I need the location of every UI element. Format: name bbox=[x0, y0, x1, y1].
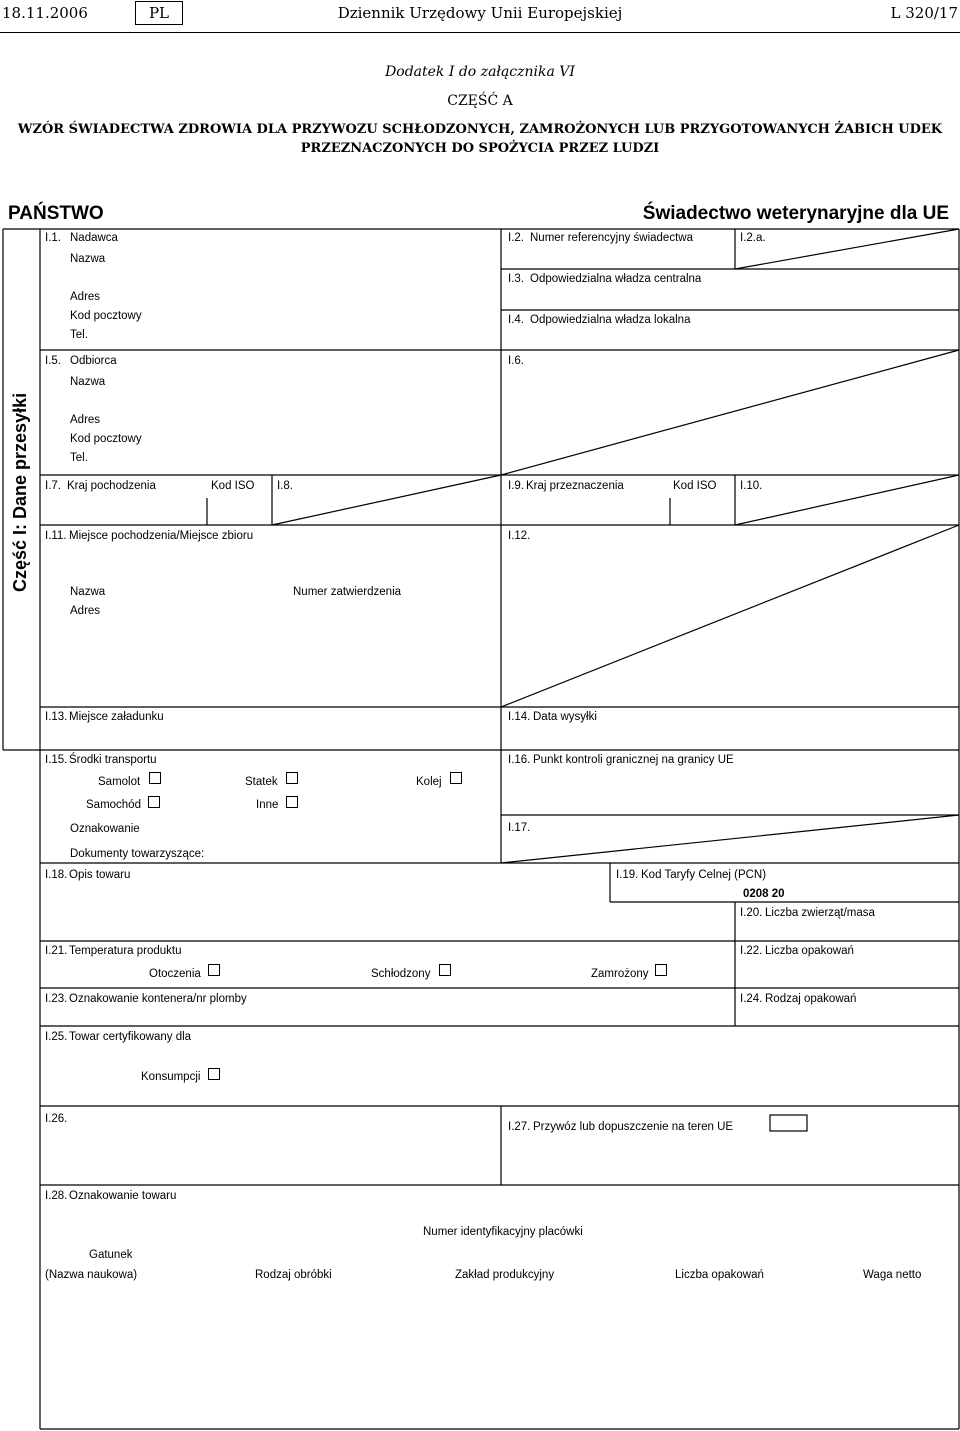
document-title-line2: PRZEZNACZONYCH DO SPOŻYCIA PRZEZ LUDZI bbox=[300, 141, 660, 156]
species-label: Gatunek bbox=[89, 1249, 133, 1261]
field-i27-label: Przywóz lub dopuszczenie na teren UE bbox=[533, 1121, 734, 1133]
origin-iso-code-label: Kod ISO bbox=[211, 480, 255, 492]
temperature-frozen-checkbox[interactable] bbox=[655, 964, 667, 976]
field-i6-number: I.6. bbox=[508, 355, 524, 367]
purpose-consumption-checkbox[interactable] bbox=[208, 1068, 220, 1080]
transport-ship-label: Statek bbox=[245, 776, 278, 788]
destination-iso-code-label: Kod ISO bbox=[673, 480, 717, 492]
field-i23-number: I.23. bbox=[45, 993, 68, 1005]
field-i15-label: Środki transportu bbox=[69, 754, 157, 766]
field-i20-number: I.20. bbox=[740, 907, 763, 919]
field-i18-label: Opis towaru bbox=[69, 869, 131, 881]
annex-heading: Dodatek I do załącznika VI bbox=[385, 64, 575, 80]
field-i23-label: Oznakowanie kontenera/nr plomby bbox=[69, 993, 247, 1005]
field-i4-number: I.4. bbox=[508, 314, 524, 326]
field-i24-label: Rodzaj opakowań bbox=[765, 993, 857, 1005]
field-i28-number: I.28. bbox=[45, 1190, 68, 1202]
transport-plane-checkbox[interactable] bbox=[149, 772, 161, 784]
field-i5-label: Odbiorca bbox=[70, 355, 117, 367]
transport-other-label: Inne bbox=[256, 799, 279, 811]
field-i27-number: I.27. bbox=[508, 1121, 531, 1133]
field-i21-label: Temperatura produktu bbox=[69, 945, 182, 957]
transport-plane-label: Samolot bbox=[98, 776, 141, 788]
field-i11-number: I.11. bbox=[45, 530, 67, 542]
transport-rail-label: Kolej bbox=[416, 776, 442, 788]
consignor-tel-label: Tel. bbox=[70, 329, 88, 341]
field-i10-number: I.10. bbox=[740, 480, 763, 492]
field-i5-number: I.5. bbox=[45, 355, 61, 367]
field-i17-number: I.17. bbox=[508, 822, 531, 834]
field-i8-number: I.8. bbox=[277, 480, 293, 492]
consignee-address-label: Adres bbox=[70, 414, 101, 426]
temperature-chilled-label: Schłodzony bbox=[371, 968, 431, 980]
consignee-tel-label: Tel. bbox=[70, 452, 88, 464]
net-weight-label: Waga netto bbox=[863, 1269, 922, 1281]
part-heading: CZĘŚĆ A bbox=[447, 93, 513, 109]
approval-number-label: Numer zatwierdzenia bbox=[293, 586, 402, 598]
field-i1-number: I.1. bbox=[45, 232, 61, 244]
origin-address-label: Adres bbox=[70, 605, 101, 617]
number-of-packages-label: Liczba opakowań bbox=[675, 1269, 764, 1281]
field-i16-label: Punkt kontroli granicznej na granicy UE bbox=[533, 754, 734, 766]
field-i14-number: I.14. bbox=[508, 711, 531, 723]
field-i26-number: I.26. bbox=[45, 1113, 68, 1125]
field-i7-label: Kraj pochodzenia bbox=[67, 480, 156, 492]
accompanying-documents-label: Dokumenty towarzyszące: bbox=[70, 848, 205, 860]
field-i11-label: Miejsce pochodzenia/Miejsce zbioru bbox=[69, 530, 254, 542]
temperature-ambient-label: Otoczenia bbox=[149, 968, 201, 980]
country-label: PAŃSTWO bbox=[8, 203, 104, 224]
field-i13-number: I.13. bbox=[45, 711, 68, 723]
consignor-postcode-label: Kod pocztowy bbox=[70, 310, 142, 322]
transport-other-checkbox[interactable] bbox=[286, 796, 298, 808]
field-i3-number: I.3. bbox=[508, 273, 524, 285]
treatment-type-label: Rodzaj obróbki bbox=[255, 1269, 332, 1281]
transport-road-checkbox[interactable] bbox=[148, 796, 160, 808]
scientific-name-label: (Nazwa naukowa) bbox=[45, 1269, 138, 1281]
field-i2-number: I.2. bbox=[508, 232, 524, 244]
journal-title: Dziennik Urzędowy Unii Europejskiej bbox=[337, 4, 623, 22]
certificate-title: Świadectwo weterynaryjne dla UE bbox=[642, 203, 949, 224]
transport-ship-checkbox[interactable] bbox=[286, 772, 298, 784]
field-i20-label: Liczba zwierząt/masa bbox=[765, 907, 875, 919]
field-i25-label: Towar certyfikowany dla bbox=[69, 1031, 192, 1043]
pcn-code-value: 0208 20 bbox=[743, 888, 785, 900]
field-i21-number: I.21. bbox=[45, 945, 68, 957]
field-i13-label: Miejsce załadunku bbox=[69, 711, 164, 723]
part-one-side-text: Część I: Dane przesyłki bbox=[10, 392, 30, 592]
field-i3-label: Odpowiedzialna władza centralna bbox=[530, 273, 702, 285]
consignor-name-label: Nazwa bbox=[70, 253, 106, 265]
consignee-name-label: Nazwa bbox=[70, 376, 106, 388]
field-i22-number: I.22. bbox=[740, 945, 763, 957]
temperature-ambient-checkbox[interactable] bbox=[208, 964, 220, 976]
publication-date: 18.11.2006 bbox=[2, 4, 88, 22]
consignor-address-label: Adres bbox=[70, 291, 101, 303]
field-i18-number: I.18. bbox=[45, 869, 68, 881]
document-title-line1: WZÓR ŚWIADECTWA ZDROWIA DLA PRZYWOZU SCHŁODZONYCH, ZAMROŻONYCH LUB PRZYGOTOWANYCH ŻABICH UDEK bbox=[17, 122, 943, 137]
field-i9-label: Kraj przeznaczenia bbox=[526, 480, 624, 492]
manufacturing-plant-label: Zakład produkcyjny bbox=[455, 1269, 555, 1281]
field-i28-label: Oznakowanie towaru bbox=[69, 1190, 177, 1202]
field-i19-label: Kod Taryfy Celnej (PCN) bbox=[641, 869, 767, 881]
field-i2-label: Numer referencyjny świadectwa bbox=[530, 232, 693, 244]
field-i12-number: I.12. bbox=[508, 530, 531, 542]
field-i15-number: I.15. bbox=[45, 754, 68, 766]
field-i1-label: Nadawca bbox=[70, 232, 118, 244]
establishment-id-label: Numer identyfikacyjny placówki bbox=[423, 1226, 583, 1238]
page-reference: L 320/17 bbox=[890, 4, 958, 22]
field-i19-number: I.19. bbox=[616, 869, 639, 881]
field-i14-label: Data wysyłki bbox=[533, 711, 597, 723]
field-i25-number: I.25. bbox=[45, 1031, 68, 1043]
field-i7-number: I.7. bbox=[45, 480, 61, 492]
transport-road-label: Samochód bbox=[86, 799, 141, 811]
field-i16-number: I.16. bbox=[508, 754, 531, 766]
origin-name-label: Nazwa bbox=[70, 586, 106, 598]
language-code: PL bbox=[148, 4, 170, 22]
field-i2a-number: I.2.a. bbox=[740, 232, 766, 244]
part-one-side-label bbox=[10, 377, 31, 592]
field-i9-number: I.9. bbox=[508, 480, 524, 492]
temperature-frozen-label: Zamrożony bbox=[591, 968, 649, 980]
consignee-postcode-label: Kod pocztowy bbox=[70, 433, 142, 445]
temperature-chilled-checkbox[interactable] bbox=[439, 964, 451, 976]
field-i22-label: Liczba opakowań bbox=[765, 945, 854, 957]
purpose-consumption-label: Konsumpcji bbox=[141, 1071, 201, 1083]
field-i24-number: I.24. bbox=[740, 993, 763, 1005]
field-i4-label: Odpowiedzialna władza lokalna bbox=[530, 314, 691, 326]
transport-identification-label: Oznakowanie bbox=[70, 823, 140, 835]
transport-rail-checkbox[interactable] bbox=[450, 772, 462, 784]
